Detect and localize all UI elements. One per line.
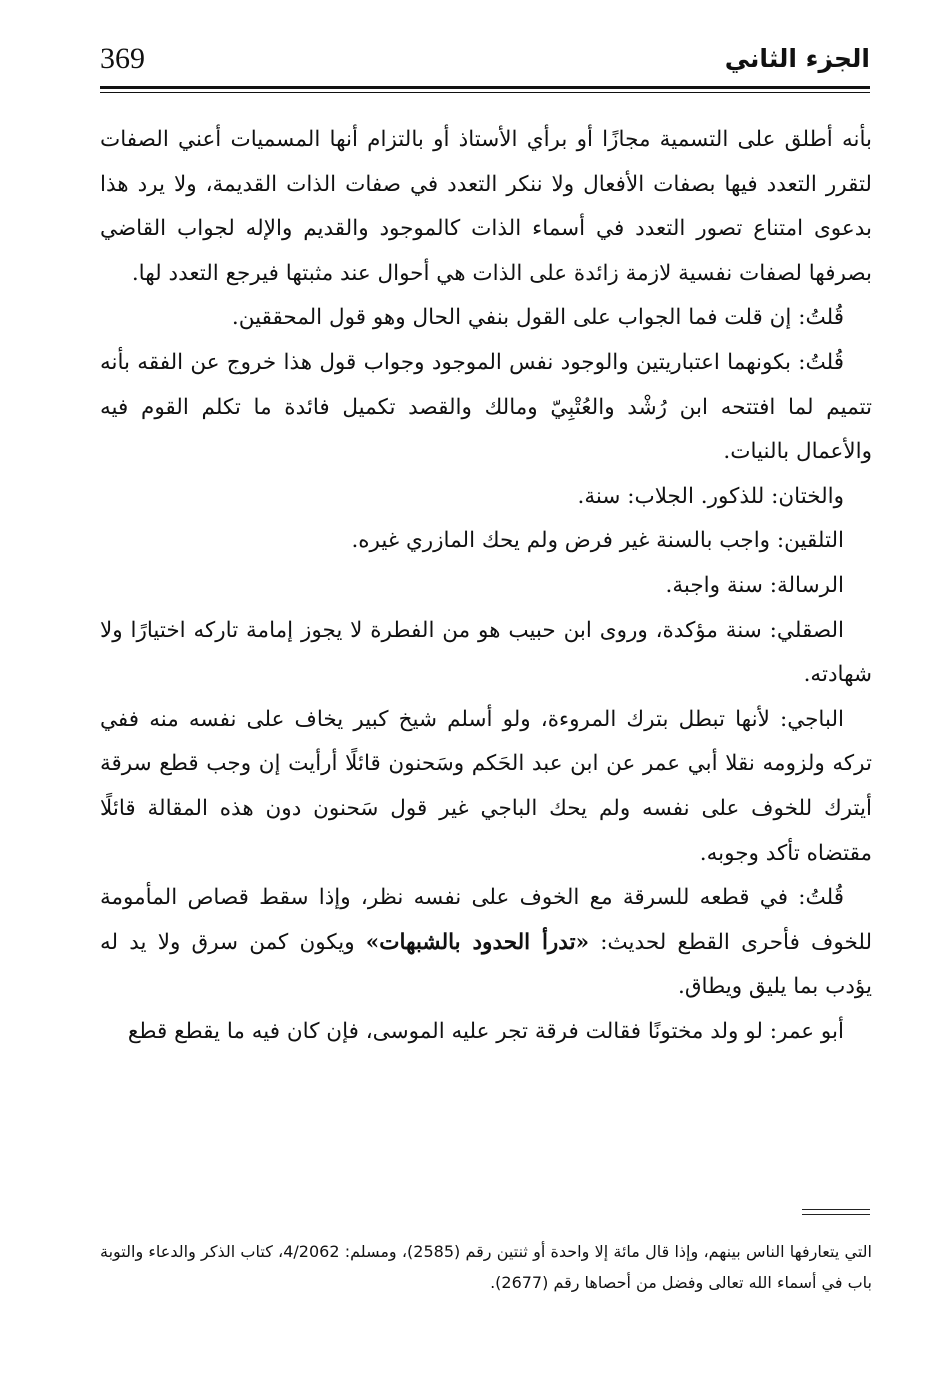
paragraph-4: والختان: للذكور. الجلاب: سنة. [577, 483, 844, 509]
paragraph-8: الباجي: لأنها تبطل بترك المروءة، ولو أسلم شيخ كبير يخاف على نفسه منه ففي تركه ولزومه نقلا أبي عمر عن ابن عبد الحَكم وسَحنون قائلًا أرأيت إن وجب قطع سرقة أيترك للخوف على نفسه ولم يحك الباجي غير قول سَحنون دون هذه المقالة قائلًا مقتضاه تأكد وجوبه. [100, 706, 872, 866]
paragraph-2: قُلتُ: إن قلت فما الجواب على القول بنفي الحال وهو قول المحققين. [231, 305, 844, 331]
main-text [100, 118, 872, 1054]
page-number: 369 [100, 42, 145, 75]
hadith-quote: «تدرأ الحدود بالشبهات» [365, 929, 590, 955]
paragraph-1: بأنه أطلق على التسمية مجازًا أو برأي الأستاذ أو بالتزام أنها المسميات أعني الصفات لتقرر التعدد فيها بصفات الأفعال ولا ننكر التعدد في صفات الذات القديمة، ولا يرد هذا بدعوى امتناع تصور التعدد في أسماء الذات كالموجود والقديم والإله لجواب القاضي بصرفها لصفات نفسية لازمة زائدة على الذات هي أحوال عند مثبتها فيرجع التعدد لها. [100, 127, 872, 286]
paragraph-9 [100, 876, 872, 1010]
paragraph-5: التلقين: واجب بالسنة غير فرض ولم يحك المازري غيره. [351, 528, 844, 554]
paragraph-6: الرسالة: سنة واجبة. [665, 572, 844, 598]
footnote: التي يتعارفها الناس بينهم، وإذا قال مائة إلا واحدة أو ثنتين رقم (2585)، ومسلم: 4/2062، كتاب الذكر والدعاء والتوبة باب في أسماء الله تعالى وفضل من أحصاها رقم (2677). [100, 1242, 872, 1292]
running-title: الجزء الثاني [724, 44, 870, 73]
footnote-separator [802, 1209, 870, 1215]
header-rule-thin [100, 92, 870, 93]
paragraph-10: أبو عمر: لو ولد مختونًا فقالت فرقة تجر عليه الموسى، فإن كان فيه ما يقطع قطع [127, 1018, 844, 1044]
paragraph-9-part-2: ويكون كمن سرق ولا يد له يؤدب بما يليق ويطاق. [100, 929, 872, 1000]
paragraph-3: قُلتُ: بكونهما اعتباريتين والوجود نفس الموجود وجواب قول هذا خروج عن الفقه بأنه تتميم لما افتتحه ابن رُشْد والعُتْبِيّ ومالك والقصد تكميل فائدة ما تكلم القوم فيه والأعمال بالنيات. [100, 349, 872, 465]
header-rule-thick [100, 86, 870, 89]
paragraph-7: الصقلي: سنة مؤكدة، وروى ابن حبيب هو من الفطرة لا يجوز إمامة تاركه اختيارًا ولا شهادته. [100, 617, 872, 688]
paragraph-9-part-1: قُلتُ: في قطعه للسرقة مع الخوف على نفسه نظر، وإذا سقط قصاص المأمومة للخوف فأحرى القطع لحديث: [100, 885, 872, 955]
page-header [100, 38, 870, 88]
